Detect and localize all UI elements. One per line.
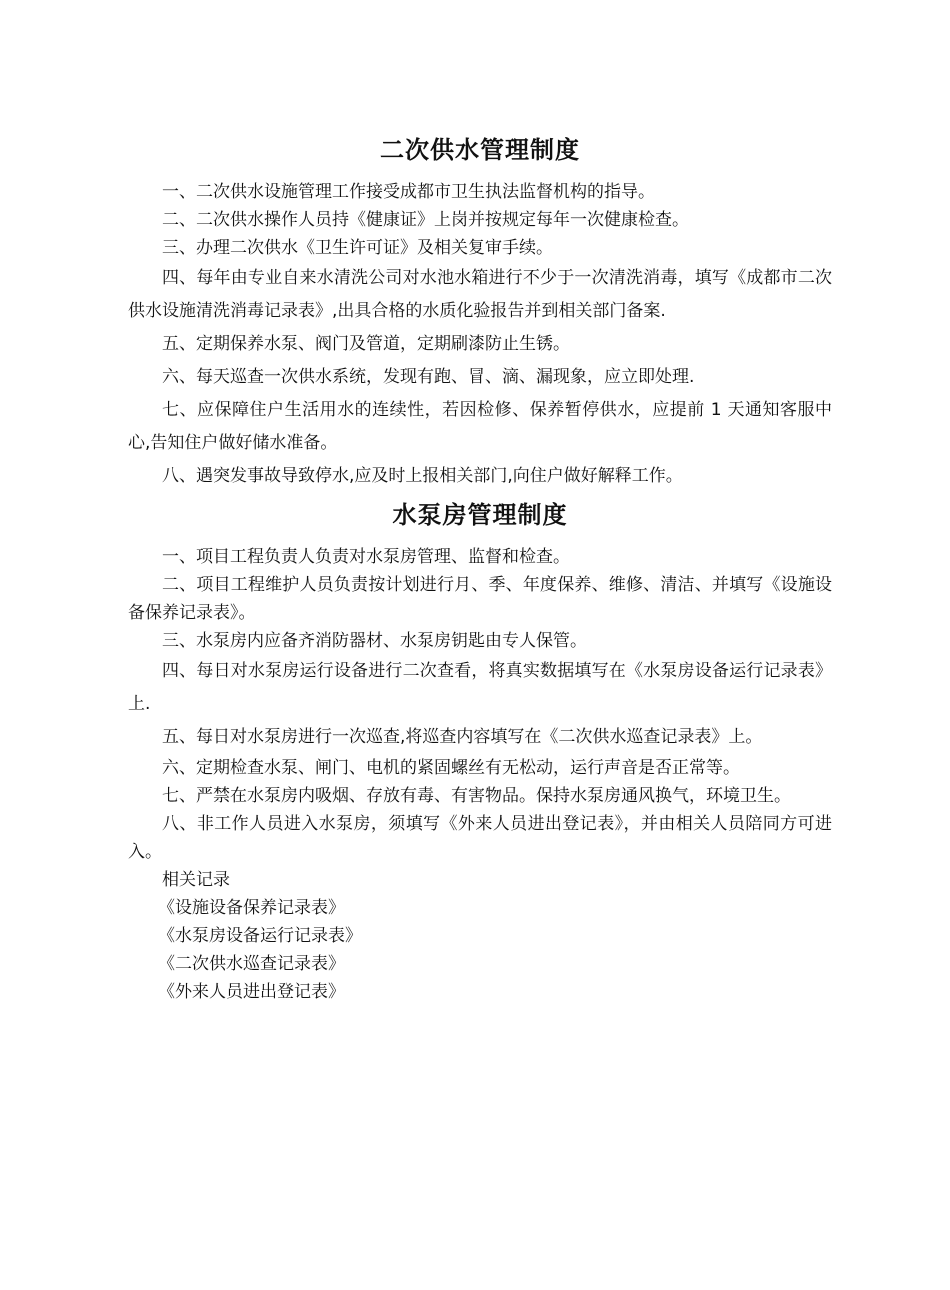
related-records-list: [128, 894, 832, 1006]
section2-paragraph-2: 二、项目工程维护人员负责按计划进行月、季、年度保养、维修、清洁、并填写《设施设备保养记录表》。: [128, 575, 832, 623]
related-records-heading: 相关记录: [162, 870, 230, 890]
section1-paragraph-5: 五、定期保养水泵、阀门及管道，定期刷漆防止生锈。: [162, 334, 570, 354]
section2-title: 水泵房管理制度: [392, 501, 568, 529]
section1-paragraph-7: 七、应保障住户生活用水的连续性，若因检修、保养暂停供水，应提前 1 天通知客服中心,告知住户做好储水准备。: [128, 400, 832, 453]
section2-paragraph-5: 五、每日对水泵房进行一次巡查,将巡查内容填写在《二次供水巡查记录表》上。: [162, 727, 763, 747]
section2-paragraph-1: 一、项目工程负责人负责对水泵房管理、监督和检查。: [162, 547, 570, 567]
section1-paragraph-3: 三、办理二次供水《卫生许可证》及相关复审手续。: [162, 238, 553, 258]
related-record-item: 《水泵房设备运行记录表》: [158, 926, 362, 946]
document-content: [128, 128, 832, 1006]
section1-paragraph-1: 一、二次供水设施管理工作接受成都市卫生执法监督机构的指导。: [162, 182, 655, 202]
section1-paragraph-8: 八、遇突发事故导致停水,应及时上报相关部门,向住户做好解释工作。: [162, 466, 683, 486]
section2-paragraph-4: 四、每日对水泵房运行设备进行二次查看，将真实数据填写在《水泵房设备运行记录表》上.: [128, 661, 832, 714]
section2-paragraph-8: 八、非工作人员进入水泵房，须填写《外来人员进出登记表》，并由相关人员陪同方可进入。: [128, 814, 832, 862]
related-record-item: 《外来人员进出登记表》: [158, 982, 345, 1002]
related-record-item: 《设施设备保养记录表》: [158, 898, 345, 918]
section1-paragraph-6: 六、每天巡查一次供水系统，发现有跑、冒、滴、漏现象，应立即处理.: [162, 367, 695, 387]
section1-paragraph-4: 四、每年由专业自来水清洗公司对水池水箱进行不少于一次清洗消毒，填写《成都市二次供水设施清洗消毒记录表》,出具合格的水质化验报告并到相关部门备案.: [128, 268, 832, 321]
related-record-item: 《二次供水巡查记录表》: [158, 954, 345, 974]
section2-paragraph-3: 三、水泵房内应备齐消防器材、水泵房钥匙由专人保管。: [162, 631, 587, 651]
section2-paragraph-7: 七、严禁在水泵房内吸烟、存放有毒、有害物品。保持水泵房通风换气，环境卫生。: [162, 786, 791, 806]
section1-paragraph-2: 二、二次供水操作人员持《健康证》上岗并按规定每年一次健康检查。: [162, 210, 689, 230]
section2-paragraph-6: 六、定期检查水泵、闸门、电机的紧固螺丝有无松动，运行声音是否正常等。: [162, 758, 740, 778]
section1-title: 二次供水管理制度: [380, 136, 580, 164]
